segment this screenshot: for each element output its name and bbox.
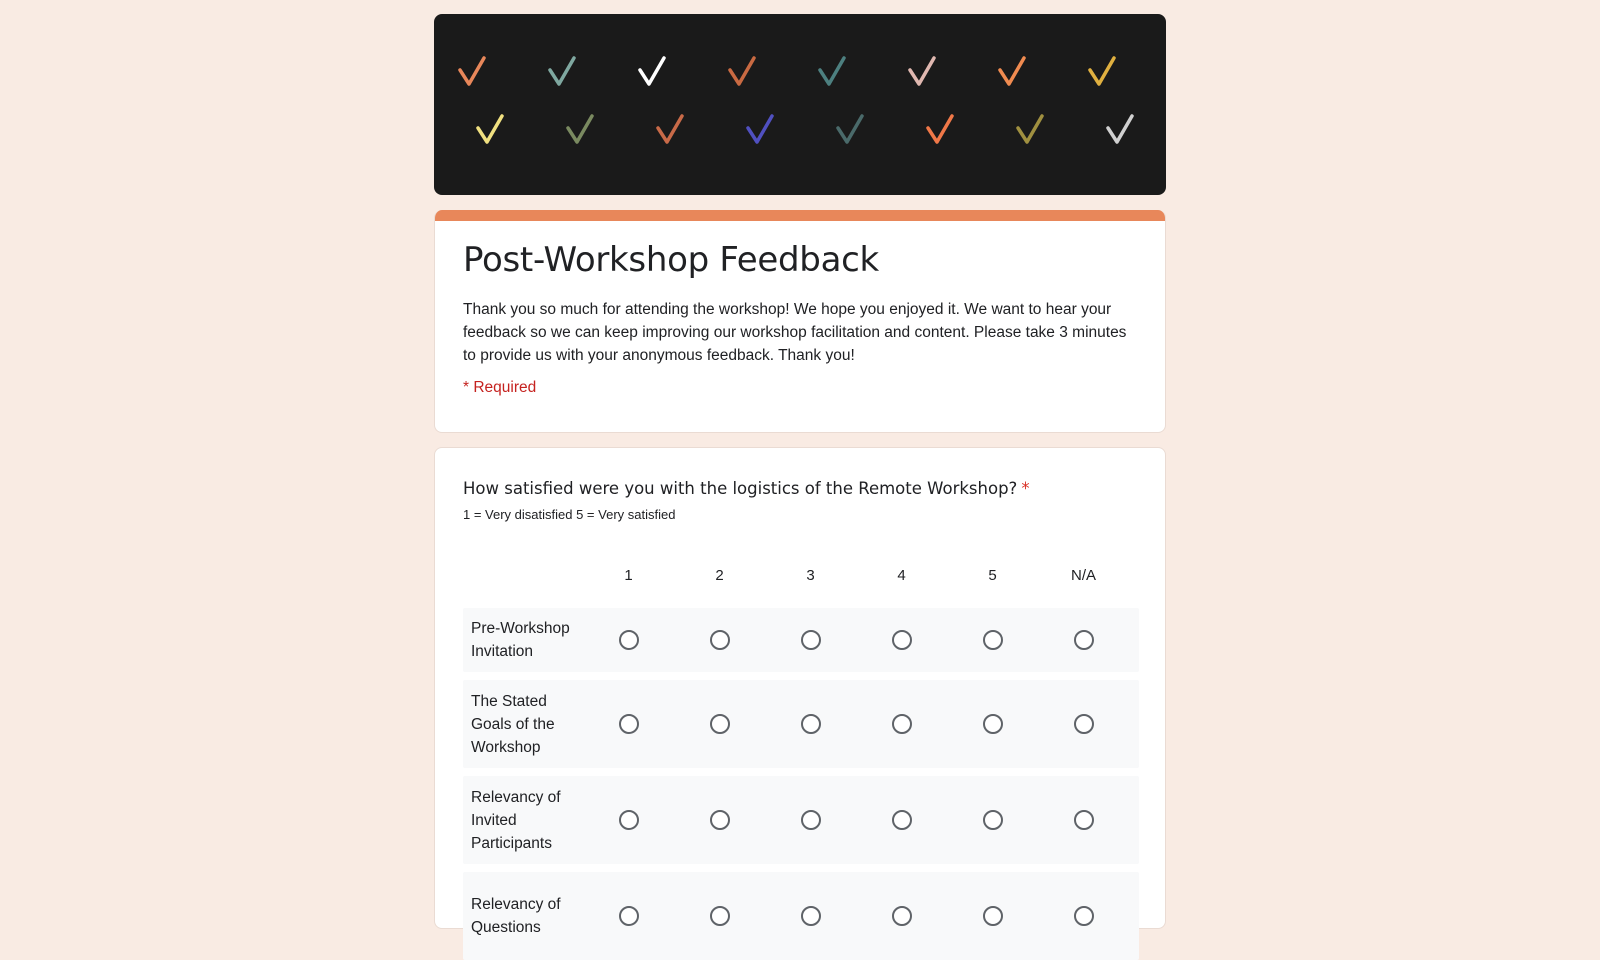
radio-option-na[interactable] [1074,810,1094,830]
row-label: Relevancy of Invited Participants [471,788,561,852]
radio-option-1[interactable] [619,906,639,926]
radio-option-na[interactable] [1074,906,1094,926]
radio-option-5[interactable] [983,906,1003,926]
form-title: Post-Workshop Feedback [463,240,879,280]
radio-option-na[interactable] [1074,714,1094,734]
radio-option-1[interactable] [619,810,639,830]
radio-option-4[interactable] [892,714,912,734]
radio-option-2[interactable] [710,810,730,830]
column-header: 2 [715,566,724,584]
radio-option-3[interactable] [801,714,821,734]
checkmark-icon [658,116,682,142]
column-header: 1 [624,566,633,584]
radio-option-3[interactable] [801,630,821,650]
radio-option-5[interactable] [983,714,1003,734]
checkmark-icon [730,58,754,84]
checkmark-icon [568,116,592,142]
header-banner [434,14,1166,195]
radio-option-5[interactable] [983,810,1003,830]
grid-row-stated-goals [463,680,1139,768]
radio-option-3[interactable] [801,810,821,830]
grid-row-invited-participants [463,776,1139,864]
radio-option-1[interactable] [619,630,639,650]
question-title [463,477,1137,501]
row-label: Relevancy of Questions [471,896,561,936]
required-note: * Required [463,379,537,396]
checkmark-icon [478,116,502,142]
checkmark-icon [1000,58,1024,84]
checkmark-icon [460,58,484,84]
checkmark-icon [820,58,844,84]
title-accent-bar [435,210,1165,221]
checkmark-pattern-icon [434,14,1166,195]
radio-option-4[interactable] [892,906,912,926]
question-title-text: How satisfied were you with the logistics of the Remote Workshop? [463,479,1018,498]
radio-option-4[interactable] [892,810,912,830]
checkmark-icon [1018,116,1042,142]
question-card [434,447,1166,936]
grid-header [463,550,1139,600]
grid-row-relevancy-of-questions [463,872,1139,960]
radio-option-2[interactable] [710,630,730,650]
checkmark-icon [640,58,664,84]
form-page [434,14,1166,936]
checkmark-icon [748,116,772,142]
title-card [434,210,1166,433]
radio-option-5[interactable] [983,630,1003,650]
row-label: The Stated Goals of the Workshop [471,692,555,756]
radio-option-2[interactable] [710,906,730,926]
rating-grid [463,550,1139,960]
required-star: * [1021,479,1030,498]
radio-option-4[interactable] [892,630,912,650]
checkmark-icon [910,58,934,84]
checkmark-icon [550,58,574,84]
radio-option-1[interactable] [619,714,639,734]
radio-option-na[interactable] [1074,630,1094,650]
column-header: N/A [1070,566,1096,584]
checkmark-icon [1108,116,1132,142]
checkmark-icon [1090,58,1114,84]
radio-option-3[interactable] [801,906,821,926]
grid-row-pre-workshop-invitation [463,608,1139,672]
checkmark-icon [838,116,862,142]
checkmark-icon [928,116,952,142]
question-help-text: 1 = Very disatisfied 5 = Very satisfied [463,507,676,522]
radio-option-2[interactable] [710,714,730,734]
column-header: 3 [806,566,815,584]
form-description: Thank you so much for attending the workshop! We hope you enjoyed it. We want to hear your feedback so we can keep improving our workshop facilitation and content. Please take 3 minutes to provide us with your anonymous feedback. Thank you! [463,301,1127,364]
row-label: Pre-Workshop Invitation [471,620,570,660]
column-header: 5 [988,566,997,584]
column-header: 4 [897,566,906,584]
